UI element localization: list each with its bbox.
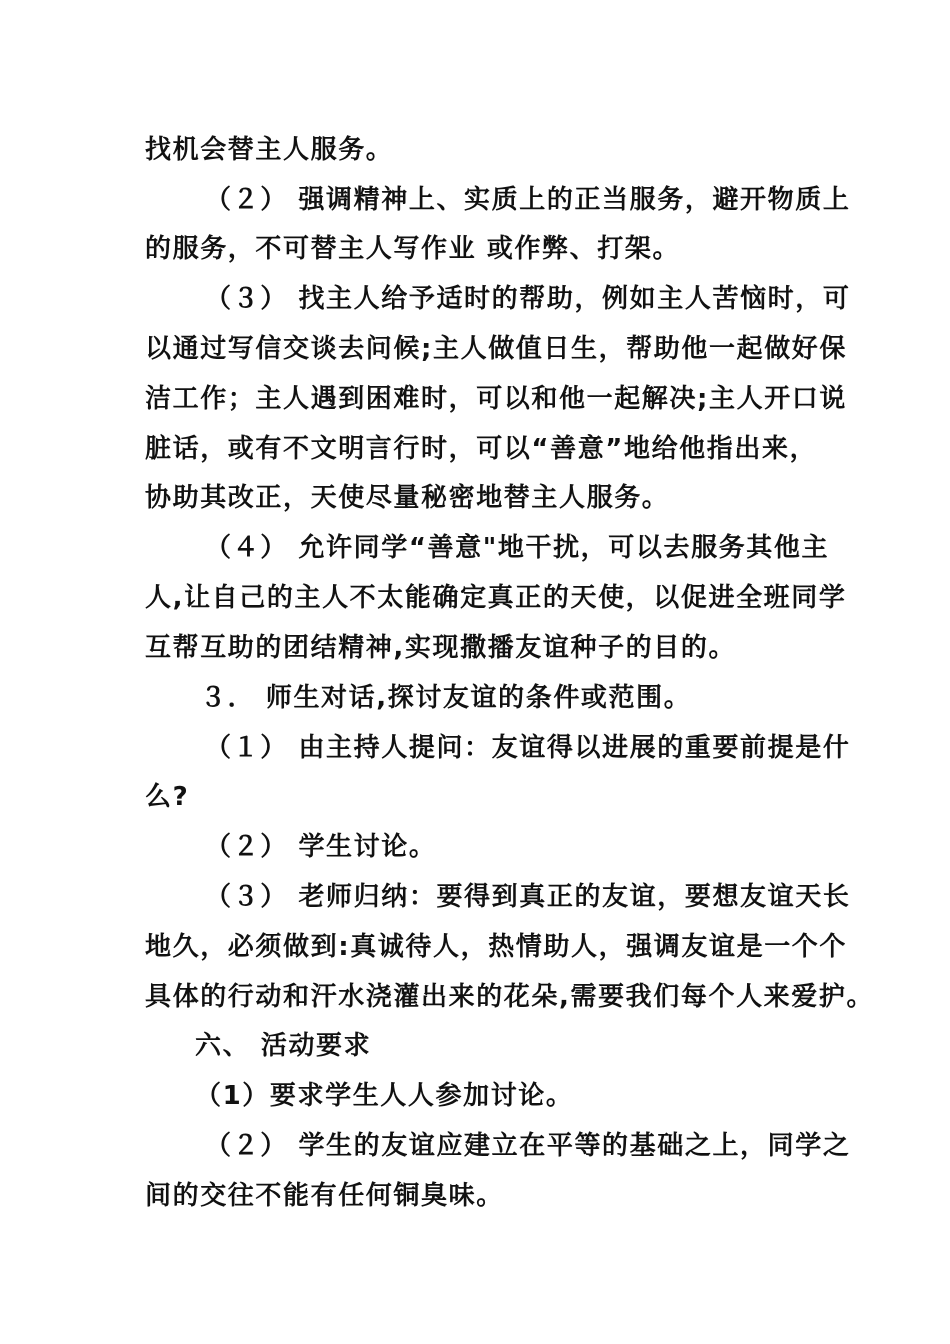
text-line: 具体的行动和汗水浇灌出来的花朵,需要我们每个人来爱护。 [145,982,875,1012]
text-line: ３． 师生对话,探讨友谊的条件或范围。 [200,683,692,713]
text-line: （３） 找主人给予适时的帮助，例如主人苦恼时，可 [205,284,851,314]
text-line: 的服务，不可替主人写作业 或作弊、打架。 [145,234,681,264]
text-line: 么? [145,782,190,812]
text-line: （２） 强调精神上、实质上的正当服务，避开物质上 [205,185,851,215]
text-line: 人,让自己的主人不太能确定真正的天使，以促进全班同学 [145,583,847,613]
text-line: （２） 学生的友谊应建立在平等的基础之上，同学之 [205,1131,851,1161]
text-line: （1）要求学生人人参加讨论。 [195,1081,574,1111]
text-line: （２） 学生讨论。 [205,832,437,862]
text-line: （４） 允许同学“善意"地干扰，可以去服务其他主 [205,533,830,563]
text-line: 洁工作；主人遇到困难时，可以和他一起解决;主人开口说 [145,384,847,414]
text-line: （３） 老师归纳：要得到真正的友谊，要想友谊天长 [205,882,851,912]
text-line: 互帮互助的团结精神,实现撒播友谊种子的目的。 [145,633,737,663]
text-line: 以通过写信交谈去问候;主人做值日生，帮助他一起做好保 [145,334,847,364]
text-line: （１） 由主持人提问：友谊得以进展的重要前提是什 [205,733,851,763]
text-line: 找机会替主人服务。 [145,135,394,165]
text-line: 地久，必须做到:真诚待人，热情助人，强调友谊是一个个 [145,932,847,962]
text-line: 协助其改正，天使尽量秘密地替主人服务。 [145,483,670,513]
text-line: 间的交往不能有任何铜臭味。 [145,1181,504,1211]
text-line: 脏话，或有不文明言行时，可以“善意”地给他指出来， [145,434,818,464]
section-heading: 六、 活动要求 [195,1031,372,1061]
